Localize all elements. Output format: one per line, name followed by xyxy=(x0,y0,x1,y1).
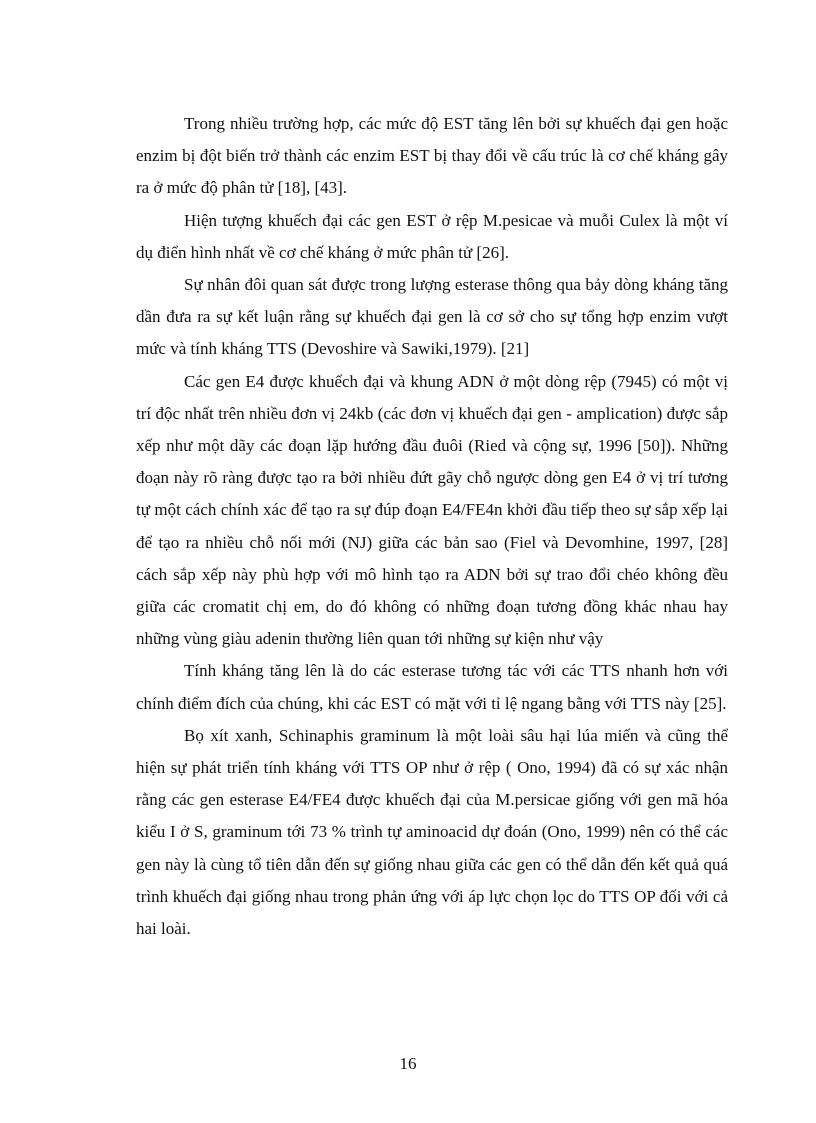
paragraph-2: Hiện tượng khuếch đại các gen EST ở rệp M.pesicae và muỗi Culex là một ví dụ điển hình nhất về cơ chế kháng ở mức phân tử [26]. xyxy=(136,210,728,262)
paragraph-5: Tính kháng tăng lên là do các esterase tương tác với các TTS nhanh hơn với chính điểm đích của chúng, khi các EST có mặt với tỉ lệ ngang bằng với TTS này [25]. xyxy=(136,661,728,713)
page-number: 16 xyxy=(399,1054,417,1073)
body-text xyxy=(136,108,728,945)
paragraph-4: Các gen E4 được khuếch đại và khung ADN ở một dòng rệp (7945) có một vị trí độc nhất trên nhiều đơn vị 24kb (các đơn vị khuếch đại gen - amplication) được sắp xếp như một dãy các đoạn lặp hướng đầu đuôi (Ried và cộng sự, 1996 [50]). Những đoạn này rõ ràng được tạo ra bởi nhiều đứt gãy chỗ ngược dòng gen E4 ở vị trí tương tự một cách chính xác để tạo ra sự đúp đoạn E4/FE4n khởi đầu tiếp theo sự sắp xếp lại để tạo ra nhiều chỗ nối mới (NJ) giữa các bản sao (Fiel và Devomhine, 1997, [28] cách sắp xếp này phù hợp với mô hình tạo ra ADN bởi sự trao đổi chéo không đều giữa các cromatit chị em, do đó không có những đoạn tương đồng khác nhau hay những vùng giàu adenin thường liên quan tới những sự kiện như vậy xyxy=(136,371,728,649)
paragraph-1: Trong nhiều trường hợp, các mức độ EST tăng lên bởi sự khuếch đại gen hoặc enzim bị đột biến trở thành các enzim EST bị thay đổi về cấu trúc là cơ chế kháng gây ra ở mức độ phân tử [18], [43]. xyxy=(136,114,728,198)
paragraph-6: Bọ xít xanh, Schinaphis graminum là một loài sâu hại lúa miến và cũng thể hiện sự phát triển tính kháng với TTS OP như ở rệp ( Ono, 1994) đã có sự xác nhận rằng các gen esterase E4/FE4 được khuếch đại của M.persicae giống với gen mã hóa kiểu I ở S, graminum tới 73 % trình tự aminoacid dự đoán (Ono, 1999) nên có thể các gen này là cùng tổ tiên dẫn đến sự giống nhau giữa các gen có thể dẫn đến kết quả quá trình khuếch đại giống nhau trong phản ứng với áp lực chọn lọc do TTS OP đối với cả hai loài. xyxy=(136,725,728,939)
paragraph-3: Sự nhân đôi quan sát được trong lượng esterase thông qua bảy dòng kháng tăng dần đưa ra sự kết luận rằng sự khuếch đại gen là cơ sở cho sự tổng hợp enzim vượt mức và tính kháng TTS (Devoshire và Sawiki,1979). [21] xyxy=(136,275,728,359)
